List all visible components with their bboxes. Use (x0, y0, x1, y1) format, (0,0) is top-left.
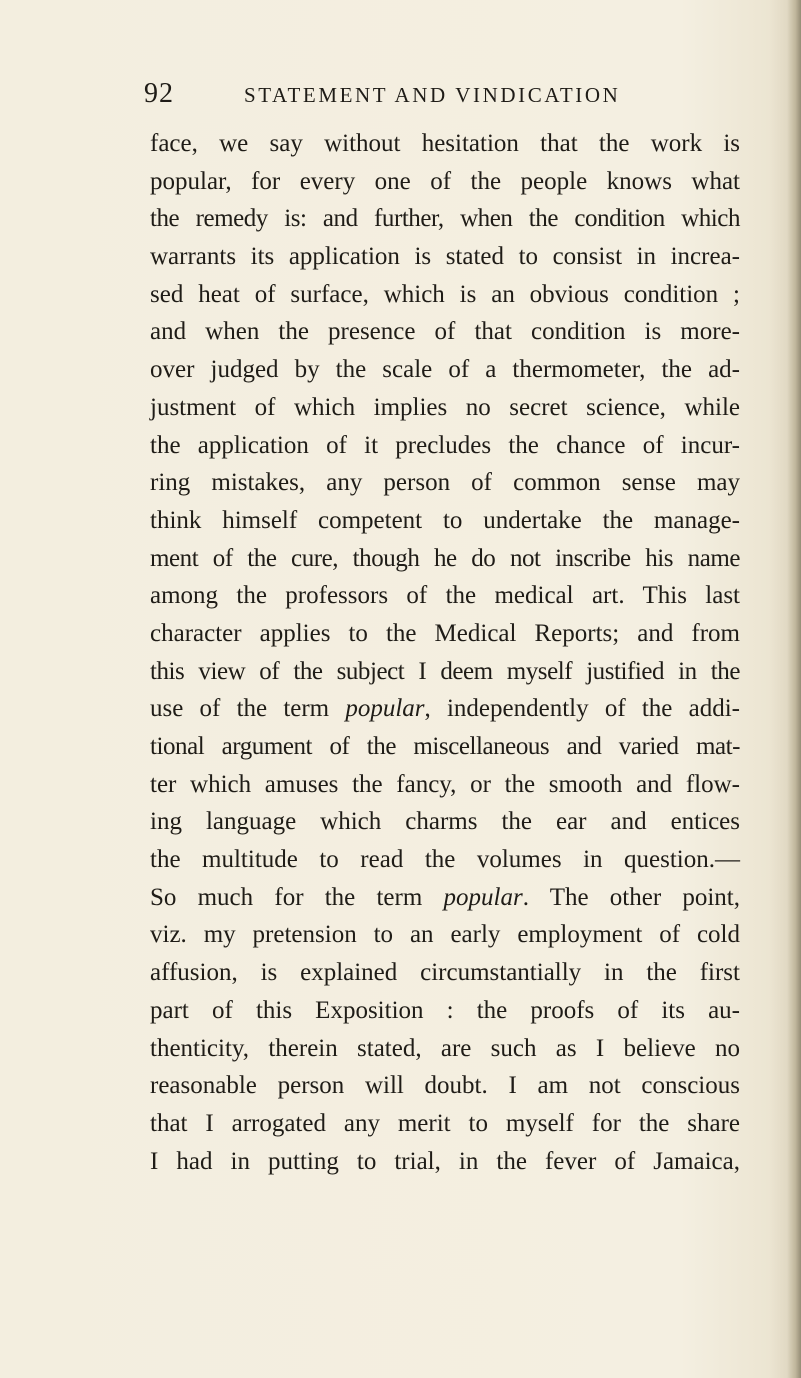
text-line: thenticity, therein stated, are such as I believe no (150, 1034, 740, 1062)
italic-word: popular (345, 695, 425, 723)
text-line: face, we say without hesitation that the work is (150, 130, 740, 157)
text-line: justment of which implies no secret science, while (150, 393, 740, 421)
text-segment: So much for the term (150, 883, 444, 911)
text-line: ment of the cure, though he do not inscribe his name (150, 544, 740, 572)
text-line: warrants its application is stated to consist in increa- (150, 243, 740, 271)
text-line: ring mistakes, any person of common sense may (150, 469, 740, 497)
text-line: think himself competent to undertake the manage- (150, 506, 740, 534)
text-line: ing language which charms the ear and entices (150, 808, 740, 836)
text-line: part of this Exposition : the proofs of its au- (150, 996, 740, 1024)
page-number: 92 (144, 78, 174, 109)
text-line: the remedy is: and further, when the condition which (150, 205, 740, 233)
text-line: this view of the subject I deem myself justified in the (150, 657, 740, 685)
text-line: over judged by the scale of a thermometer, the ad- (150, 356, 740, 384)
text-line: I had in putting to trial, in the fever of Jamaica, (150, 1147, 740, 1175)
text-line: among the professors of the medical art. This last (150, 582, 740, 610)
body-text (150, 125, 740, 1180)
italic-word: popular (443, 883, 523, 911)
text-line (150, 879, 740, 917)
text-line: viz. my pretension to an early employment of cold (150, 921, 740, 949)
text-line: sed heat of surface, which is an obvious condition ; (150, 280, 740, 308)
text-line: that I arrogated any merit to myself for the share (150, 1109, 740, 1137)
running-head (144, 78, 684, 118)
text-line: popular, for every one of the people knows what (150, 167, 740, 195)
text-line: the application of it precludes the chance of incur- (150, 431, 740, 459)
page-edge-shadow (787, 0, 801, 1378)
text-line: the multitude to read the volumes in question.— (150, 846, 740, 874)
text-line: and when the presence of that condition is more- (150, 318, 740, 346)
text-line: ter which amuses the fancy, or the smooth and flow- (150, 770, 740, 798)
running-title: STATEMENT AND VINDICATION (244, 83, 621, 107)
text-line: affusion, is explained circumstantially in the first (150, 959, 740, 987)
text-segment: . The other point, (522, 883, 740, 911)
text-segment: use of the term (150, 695, 346, 723)
text-segment: , independently of the addi- (424, 695, 740, 723)
text-line: tional argument of the miscellaneous and varied mat- (150, 733, 740, 760)
text-line (150, 690, 740, 728)
text-line: character applies to the Medical Reports; and from (150, 619, 740, 647)
text-line: reasonable person will doubt. I am not conscious (150, 1072, 740, 1100)
